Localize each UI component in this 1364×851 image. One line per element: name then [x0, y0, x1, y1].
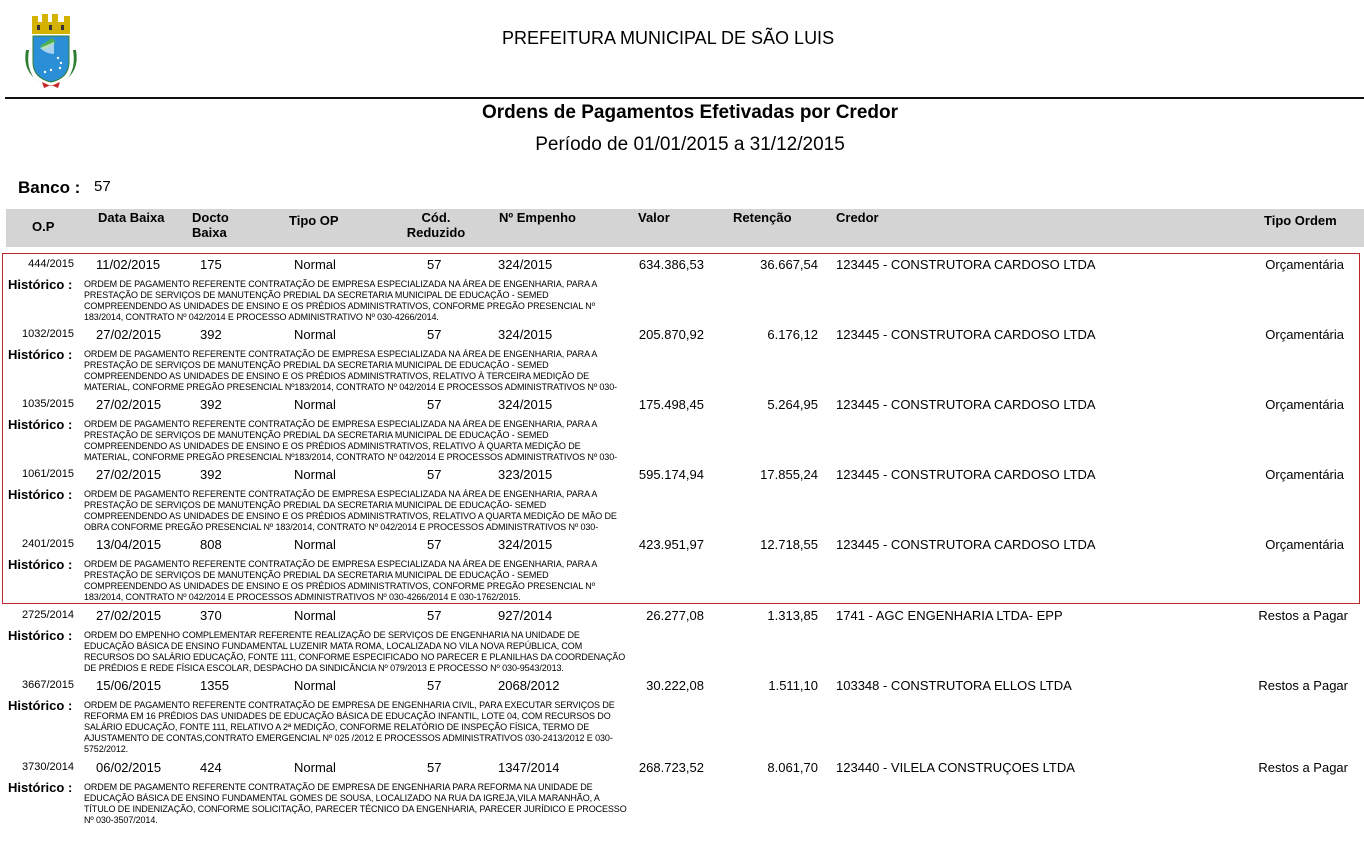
historico-line: ORDEM DE PAGAMENTO REFERENTE CONTRATAÇÃO DE EMPRESA ESPECIALIZADA NA ÁREA DE ENGENHARIA, PARA A: [84, 349, 598, 359]
historico-line: PRESTAÇÃO DE SERVIÇOS DE MANUTENÇÃO PREDIAL DA SECRETARIA MUNICIPAL DE EDUCAÇÃO - SEMED: [84, 360, 549, 370]
retencao: 12.718,55: [760, 537, 818, 552]
op-number: 2401/2015: [22, 538, 74, 550]
empenho: 2068/2012: [498, 678, 560, 693]
historico-label: Histórico :: [8, 780, 73, 795]
historico-line: 5752/2012.: [84, 744, 129, 754]
historico-line: COMPREENDENDO AS UNIDADES DE ENSINO E OS PRÉDIOS ADMINISTRATIVOS, RELATIVO À QUARTA MEDIÇÃO DE: [84, 441, 581, 451]
col-docto-line1: Docto: [192, 210, 229, 225]
tipo-op: Normal: [294, 537, 336, 552]
valor: 175.498,45: [638, 397, 704, 412]
cod-reduzido: 57: [427, 467, 442, 482]
city-name: PREFEITURA MUNICIPAL DE SÃO LUIS: [502, 28, 835, 48]
credor: 123445 - CONSTRUTORA CARDOSO LTDA: [836, 537, 1096, 552]
col-cod-reduzido: [404, 210, 468, 240]
historico-line: DE PRÉDIOS E REDE FÍSICA ESCOLAR, DESPACHO DA SINDICÂNCIA Nº 079/2013 E PROCESSO Nº 030-9543/2013.: [84, 663, 564, 673]
historico-line: PRESTAÇÃO DE SERVIÇOS DE MANUTENÇÃO PREDIAL DA SECRETARIA MUNICIPAL DE EDUCAÇÃO- SEMED: [84, 500, 547, 510]
data-baixa: 27/02/2015: [96, 467, 162, 482]
historico-line: 183/2014, CONTRATO Nº 042/2014 E PROCESSOS ADMINISTRATIVOS Nº 030-4266/2014 E 030-1762/2015.: [84, 592, 521, 602]
historico-label: Histórico :: [8, 628, 73, 643]
op-number: 3730/2014: [22, 761, 74, 773]
historico-line: Nº 030-3507/2014.: [84, 815, 158, 825]
retencao: 36.667,54: [760, 257, 818, 272]
historico-line: EDUCAÇÃO BÁSICA DE ENSINO FUNDAMENTAL GOMES DE SOUSA, LOCALIZADO NA RUA DA IGREJA,VILA MARANHÃO, A: [84, 793, 600, 803]
historico-text: [84, 559, 714, 603]
historico-line: ORDEM DE PAGAMENTO REFERENTE CONTRATAÇÃO DE EMPRESA DE ENGENHARIA PARA REFORMA NA UNIDADE DE: [84, 782, 593, 792]
valor: 595.174,94: [638, 467, 704, 482]
historico-line: COMPREENDENDO AS UNIDADES DE ENSINO E OS PRÉDIOS ADMINISTRATIVOS, RELATIVO À TERCEIRA MEDIÇÃO DE: [84, 371, 589, 381]
col-cod-line1: Cód.: [421, 210, 451, 225]
tipo-ordem: Restos a Pagar: [1258, 678, 1348, 693]
tipo-ordem: Orçamentária: [1265, 397, 1344, 412]
historico-line: PRESTAÇÃO DE SERVIÇOS DE MANUTENÇÃO PREDIAL DA SECRETARIA MUNICIPAL DE EDUCAÇÃO - SEMED: [84, 570, 549, 580]
tipo-op: Normal: [294, 678, 336, 693]
tipo-ordem: Restos a Pagar: [1258, 760, 1348, 775]
table-header: [6, 209, 1364, 247]
retencao: 1.313,85: [767, 608, 818, 623]
cod-reduzido: 57: [427, 257, 442, 272]
historico-text: [84, 279, 714, 323]
historico-line: COMPREENDENDO AS UNIDADES DE ENSINO E OS PRÉDIOS ADMINISTRATIVOS, RELATIVO A QUARTA MEDIÇÃO DE MÃO DE: [84, 511, 617, 521]
tipo-op: Normal: [294, 760, 336, 775]
empenho: 323/2015: [498, 467, 553, 482]
cod-reduzido: 57: [427, 608, 442, 623]
historico-label: Histórico :: [8, 277, 73, 292]
data-baixa: 06/02/2015: [96, 760, 162, 775]
col-retencao: Retenção: [733, 210, 792, 225]
historico-label: Histórico :: [8, 557, 73, 572]
col-valor: Valor: [638, 210, 670, 225]
docto-baixa: 392: [200, 397, 222, 412]
tipo-op: Normal: [294, 397, 336, 412]
valor: 26.277,08: [646, 608, 704, 623]
credor: 1741 - AGC ENGENHARIA LTDA- EPP: [836, 608, 1063, 623]
historico-line: PRESTAÇÃO DE SERVIÇOS DE MANUTENÇÃO PREDIAL DA SECRETARIA MUNICIPAL DE EDUCAÇÃO - SEMED: [84, 290, 549, 300]
valor: 268.723,52: [638, 760, 704, 775]
tipo-op: Normal: [294, 467, 336, 482]
empenho: 1347/2014: [498, 760, 560, 775]
data-baixa: 11/02/2015: [96, 257, 161, 272]
historico-line: MATERIAL, CONFORME PREGÃO PRESENCIAL Nº183/2014, CONTRATO Nº 042/2014 E PROCESSOS ADMINISTRATIVOS Nº 030-: [84, 452, 618, 462]
credor: 103348 - CONSTRUTORA ELLOS LTDA: [836, 678, 1072, 693]
op-number: 3667/2015: [22, 679, 74, 691]
col-tipo-op: Tipo OP: [289, 213, 339, 228]
tipo-ordem: Orçamentária: [1265, 467, 1344, 482]
report-title: Ordens de Pagamentos Efetivadas por Credor: [481, 102, 898, 123]
empenho: 324/2015: [498, 327, 553, 342]
docto-baixa: 370: [200, 608, 222, 623]
tipo-ordem: Orçamentária: [1265, 257, 1344, 272]
tipo-ordem: Orçamentária: [1265, 537, 1344, 552]
historico-line: COMPREENDENDO AS UNIDADES DE ENSINO E OS PRÉDIOS ADMINISTRATIVOS, CONFORME PREGÃO PRESENCIAL Nº: [84, 581, 595, 591]
banco-label: Banco :: [18, 178, 81, 197]
docto-baixa: 1355: [200, 678, 229, 693]
cod-reduzido: 57: [427, 678, 442, 693]
historico-line: AJUSTAMENTO DE CONTAS,CONTRATO EMERGENCIAL Nº 025 /2012 E PROCESSOS ADMINISTRATIVOS 030-2413/2012 E 030-: [84, 733, 613, 743]
historico-line: ORDEM DE PAGAMENTO REFERENTE CONTRATAÇÃO DE EMPRESA DE ENGENHARIA CIVIL, PARA EXECUTAR SERVIÇOS DE: [84, 700, 615, 710]
historico-label: Histórico :: [8, 698, 73, 713]
historico-line: PRESTAÇÃO DE SERVIÇOS DE MANUTENÇÃO PREDIAL DA SECRETARIA MUNICIPAL DE EDUCAÇÃO - SEMED: [84, 430, 549, 440]
historico-line: 183/2014, CONTRATO Nº 042/2014 E PROCESSO ADMINISTRATIVO Nº 030-4266/2014.: [84, 312, 439, 322]
credor: 123445 - CONSTRUTORA CARDOSO LTDA: [836, 327, 1096, 342]
historico-label: Histórico :: [8, 487, 73, 502]
op-number: 444/2015: [28, 258, 74, 270]
retencao: 8.061,70: [767, 760, 818, 775]
retencao: 1.511,10: [768, 678, 818, 693]
col-credor: Credor: [836, 210, 879, 225]
cod-reduzido: 57: [427, 760, 442, 775]
historico-line: ORDEM DE PAGAMENTO REFERENTE CONTRATAÇÃO DE EMPRESA ESPECIALIZADA NA ÁREA DE ENGENHARIA, PARA A: [84, 559, 598, 569]
op-number: 2725/2014: [22, 609, 74, 621]
historico-text: [84, 782, 714, 826]
historico-text: [84, 700, 714, 755]
cod-reduzido: 57: [427, 537, 442, 552]
op-number: 1035/2015: [22, 398, 74, 410]
historico-line: RECURSOS DO SALÁRIO EDUCAÇÃO, FONTE 111, CONFORME ESPECIFICADO NO PARECER E PLANILHAS DA COORDENAÇÃO: [84, 652, 626, 662]
report-period: Período de 01/01/2015 a 31/12/2015: [535, 134, 845, 155]
banco-value: 57: [94, 178, 111, 195]
col-tipo-ordem: Tipo Ordem: [1264, 213, 1337, 228]
historico-line: OBRA CONFORME PREGÃO PRESENCIAL Nº 183/2014, CONTRATO Nº 042/2014 E PROCESSOS ADMINISTRATIVOS Nº 030-: [84, 522, 599, 532]
op-number: 1061/2015: [22, 468, 74, 480]
empenho: 324/2015: [498, 397, 553, 412]
empenho: 324/2015: [498, 537, 553, 552]
retencao: 5.264,95: [767, 397, 818, 412]
valor: 423.951,97: [638, 537, 704, 552]
data-baixa: 27/02/2015: [96, 327, 162, 342]
credor: 123445 - CONSTRUTORA CARDOSO LTDA: [836, 397, 1096, 412]
col-docto-baixa: [192, 210, 229, 240]
historico-line: TÍTULO DE INDENIZAÇÃO, CONFORME SOLICITAÇÃO, PARECER TÉCNICO DA ENGENHARIA, PARECER JURÍDICO E PROCESSO: [84, 804, 627, 814]
data-baixa: 13/04/2015: [96, 537, 162, 552]
cod-reduzido: 57: [427, 397, 442, 412]
col-data-baixa: Data Baixa: [98, 210, 165, 225]
col-op: O.P: [32, 219, 55, 234]
data-baixa: 27/02/2015: [96, 397, 162, 412]
op-number: 1032/2015: [22, 328, 74, 340]
historico-line: EDUCAÇÃO BÁSICA DE ENSINO FUNDAMENTAL LUZENIR MATA ROMA, LOCALIZADA NO VILA NOVA REPÚBLICA, COM: [84, 641, 583, 651]
tipo-ordem: Orçamentária: [1265, 327, 1344, 342]
historico-text: [84, 630, 714, 674]
docto-baixa: 808: [200, 537, 222, 552]
historico-text: [84, 489, 714, 533]
historico-line: ORDEM DE PAGAMENTO REFERENTE CONTRATAÇÃO DE EMPRESA ESPECIALIZADA NA ÁREA DE ENGENHARIA, PARA A: [84, 279, 598, 289]
historico-line: MATERIAL, CONFORME PREGÃO PRESENCIAL Nº183/2014, CONTRATO Nº 042/2014 E PROCESSOS ADMINISTRATIVOS Nº 030-: [84, 382, 618, 392]
historico-text: [84, 349, 714, 393]
historico-line: ORDEM DO EMPENHO COMPLEMENTAR REFERENTE REALIZAÇÃO DE SERVIÇOS DE ENGENHARIA NA UNIDADE DE: [84, 630, 580, 640]
valor: 634.386,53: [638, 257, 704, 272]
retencao: 6.176,12: [767, 327, 818, 342]
docto-baixa: 392: [200, 327, 222, 342]
col-cod-line2: Reduzido: [406, 225, 466, 240]
historico-label: Histórico :: [8, 417, 73, 432]
docto-baixa: 175: [200, 257, 222, 272]
empenho: 927/2014: [498, 608, 553, 623]
col-empenho: Nº Empenho: [499, 210, 576, 225]
tipo-op: Normal: [294, 327, 336, 342]
historico-label: Histórico :: [8, 347, 73, 362]
retencao: 17.855,24: [760, 467, 818, 482]
cod-reduzido: 57: [427, 327, 442, 342]
empenho: 324/2015: [498, 257, 553, 272]
credor: 123440 - VILELA CONSTRUÇOES LTDA: [836, 760, 1075, 775]
coat-of-arms-logo: [20, 12, 82, 90]
historico-line: SALÁRIO EDUCAÇÃO, FONTE 111, RELATIVO A 2ª MEDIÇÃO, CONFORME RELATÓRIO DE INSPEÇÃO FÍSICA, TERMO DE: [84, 722, 590, 732]
valor: 205.870,92: [638, 327, 704, 342]
data-baixa: 27/02/2015: [96, 608, 162, 623]
valor: 30.222,08: [646, 678, 704, 693]
col-docto-line2: Baixa: [192, 225, 227, 240]
historico-line: COMPREENDENDO AS UNIDADES DE ENSINO E OS PRÉDIOS ADMINISTRATIVOS, CONFORME PREGÃO PRESENCIAL Nº: [84, 301, 595, 311]
credor: 123445 - CONSTRUTORA CARDOSO LTDA: [836, 257, 1096, 272]
tipo-ordem: Restos a Pagar: [1258, 608, 1348, 623]
historico-line: REFORMA EM 16 PRÉDIOS DAS UNIDADES DE EDUCAÇÃO BÁSICA DE EDUCAÇÃO INFANTIL, LOTE 04, COM RECURSOS DO: [84, 711, 611, 721]
tipo-op: Normal: [294, 257, 336, 272]
historico-text: [84, 419, 714, 463]
historico-line: ORDEM DE PAGAMENTO REFERENTE CONTRATAÇÃO DE EMPRESA ESPECIALIZADA NA ÁREA DE ENGENHARIA, PARA A: [84, 489, 598, 499]
historico-line: ORDEM DE PAGAMENTO REFERENTE CONTRATAÇÃO DE EMPRESA ESPECIALIZADA NA ÁREA DE ENGENHARIA, PARA A: [84, 419, 598, 429]
tipo-op: Normal: [294, 608, 336, 623]
docto-baixa: 424: [200, 760, 222, 775]
header-divider: [5, 97, 1364, 99]
data-baixa: 15/06/2015: [96, 678, 162, 693]
docto-baixa: 392: [200, 467, 222, 482]
credor: 123445 - CONSTRUTORA CARDOSO LTDA: [836, 467, 1096, 482]
